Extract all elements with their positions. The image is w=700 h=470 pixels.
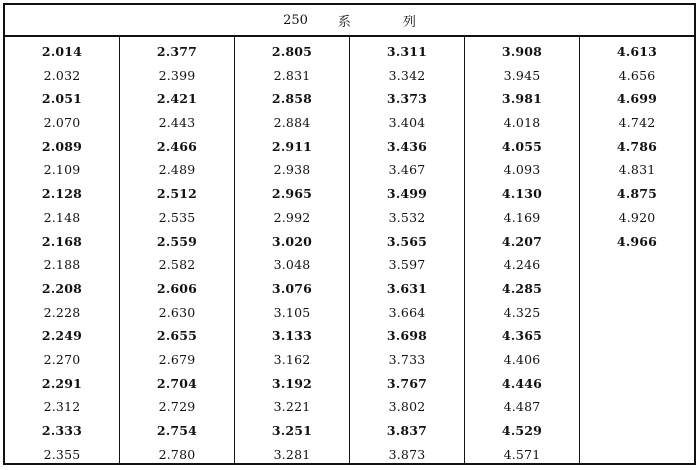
value-cell: 3.873 (388, 446, 426, 462)
value-cell: 4.093 (503, 162, 541, 178)
value-cell: 3.048 (273, 257, 311, 273)
value-cell: 4.831 (618, 162, 656, 178)
value-cell: 4.446 (501, 375, 543, 391)
value-cell: 4.365 (501, 328, 543, 344)
value-cell: 3.311 (386, 44, 428, 59)
value-cell: 3.133 (271, 328, 313, 344)
value-cell: 4.325 (503, 304, 541, 320)
value-cell: 3.467 (388, 162, 426, 178)
value-cell: 4.285 (501, 280, 543, 296)
value-cell: 2.291 (41, 375, 83, 391)
value-cell: 4.786 (616, 138, 658, 154)
value-cell: 4.742 (618, 115, 656, 131)
value-cell: 2.312 (43, 399, 81, 415)
value-cell: 2.333 (41, 423, 83, 438)
table-title (5, 5, 694, 37)
value-cell: 4.130 (501, 186, 543, 202)
value-cell: 2.399 (158, 67, 196, 83)
value-cell: 2.911 (271, 138, 313, 154)
value-cell: 3.105 (273, 304, 311, 320)
value-cell: 2.559 (156, 233, 198, 249)
value-cell: 2.679 (158, 351, 196, 367)
value-cell: 2.208 (41, 280, 83, 296)
value-cell: 2.965 (271, 186, 313, 202)
value-column-4 (349, 37, 464, 463)
value-cell: 3.664 (388, 304, 426, 320)
value-cell: 3.981 (501, 91, 543, 107)
value-cell: 2.377 (156, 44, 198, 59)
value-cell: 2.805 (271, 44, 313, 59)
value-column-5 (464, 37, 579, 463)
value-cell: 4.920 (618, 209, 656, 225)
value-cell: 3.802 (388, 399, 426, 415)
value-cell: 2.421 (156, 91, 198, 107)
value-cell: 2.070 (43, 115, 81, 131)
value-cell: 2.655 (156, 328, 198, 344)
value-cell: 3.373 (386, 91, 428, 107)
value-cell: 3.404 (388, 115, 426, 131)
value-cell: 4.699 (616, 91, 658, 107)
value-cell: 3.733 (388, 351, 426, 367)
value-cell: 2.032 (43, 67, 81, 83)
value-cell: 2.630 (158, 304, 196, 320)
value-cell: 2.128 (41, 186, 83, 202)
value-cell: 3.532 (388, 209, 426, 225)
value-cell: 2.051 (41, 91, 83, 107)
value-column-1 (5, 37, 119, 463)
value-cell: 4.055 (501, 138, 543, 154)
value-column-3 (234, 37, 349, 463)
value-cell: 4.018 (503, 115, 541, 131)
value-cell: 4.656 (618, 67, 656, 83)
value-column-2 (119, 37, 234, 463)
value-cell: 2.704 (156, 375, 198, 391)
value-cell: 3.597 (388, 257, 426, 273)
value-cell: 2.228 (43, 304, 81, 320)
value-cell: 3.342 (388, 67, 426, 83)
value-cell: 3.698 (386, 328, 428, 344)
value-cell: 4.875 (616, 186, 658, 202)
value-cell: 2.780 (158, 446, 196, 462)
value-column-6 (579, 37, 694, 463)
value-cell: 2.466 (156, 138, 198, 154)
value-cell: 2.884 (273, 115, 311, 131)
value-cell: 3.436 (386, 138, 428, 154)
value-cell: 4.207 (501, 233, 543, 249)
value-cell: 3.251 (271, 423, 313, 438)
value-cell: 2.729 (158, 399, 196, 415)
value-cell: 2.355 (43, 446, 81, 462)
value-cell: 2.992 (273, 209, 311, 225)
value-cell: 3.192 (271, 375, 313, 391)
title-word-2: 列 (402, 14, 416, 30)
value-cell: 4.487 (503, 399, 541, 415)
value-cell: 2.938 (273, 162, 311, 178)
values-grid (5, 37, 694, 463)
value-cell: 3.499 (386, 186, 428, 202)
series-table (3, 3, 696, 465)
value-cell: 2.831 (273, 67, 311, 83)
value-cell: 2.535 (158, 209, 196, 225)
value-cell: 2.188 (43, 257, 81, 273)
value-cell: 3.631 (386, 280, 428, 296)
value-cell: 3.767 (386, 375, 428, 391)
value-cell: 4.613 (616, 44, 658, 59)
title-series-number: 250 (283, 12, 308, 28)
value-cell: 2.249 (41, 328, 83, 344)
value-cell: 4.571 (503, 446, 541, 462)
value-cell: 3.162 (273, 351, 311, 367)
value-cell: 4.529 (501, 423, 543, 438)
value-cell: 3.281 (273, 446, 311, 462)
value-cell: 2.270 (43, 351, 81, 367)
value-cell: 3.837 (386, 423, 428, 438)
value-cell: 2.014 (41, 44, 83, 59)
value-cell: 2.754 (156, 423, 198, 438)
value-cell: 3.076 (271, 280, 313, 296)
value-cell: 2.582 (158, 257, 196, 273)
value-cell: 4.246 (503, 257, 541, 273)
value-cell: 2.443 (158, 115, 196, 131)
value-cell: 2.858 (271, 91, 313, 107)
value-cell: 2.148 (43, 209, 81, 225)
value-cell: 4.406 (503, 351, 541, 367)
value-cell: 3.020 (271, 233, 313, 249)
value-cell: 4.966 (616, 233, 658, 249)
value-cell: 3.565 (386, 233, 428, 249)
value-cell: 3.221 (273, 399, 311, 415)
value-cell: 2.109 (43, 162, 81, 178)
value-cell: 2.512 (156, 186, 198, 202)
value-cell: 4.169 (503, 209, 541, 225)
value-cell: 2.168 (41, 233, 83, 249)
title-word-1: 系 (337, 14, 351, 30)
value-cell: 3.945 (503, 67, 541, 83)
value-cell: 2.489 (158, 162, 196, 178)
value-cell: 2.606 (156, 280, 198, 296)
value-cell: 3.908 (501, 44, 543, 59)
value-cell: 2.089 (41, 138, 83, 154)
